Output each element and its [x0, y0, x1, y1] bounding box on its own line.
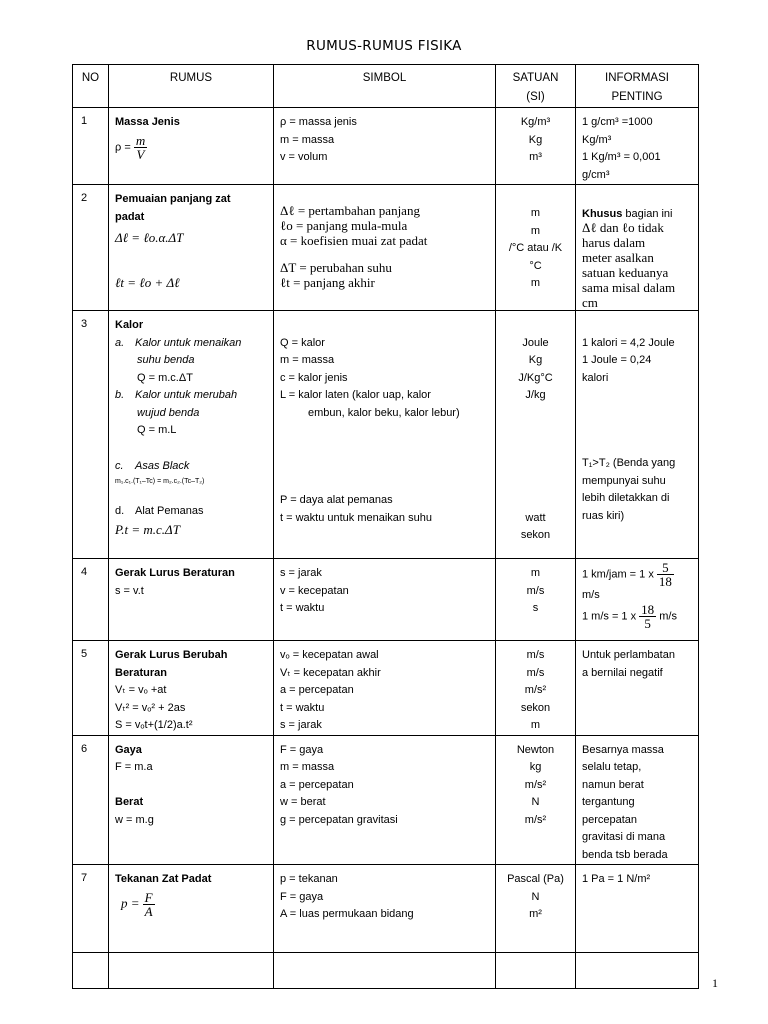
document-title: RUMUS-RUMUS FISIKA: [306, 38, 462, 54]
simbol-cell: F = gaya m = massa a = percepatan w = berat g = percepatan gravitasi: [274, 735, 496, 865]
table-row: [73, 735, 699, 865]
page-number: 1: [712, 976, 718, 990]
rumus-cell: [109, 108, 274, 185]
row-number: 7: [73, 865, 109, 953]
info-cell: Untuk perlambatan a bernilai negatif: [576, 641, 699, 736]
simbol-cell: Δℓ = pertambahan panjang ℓo = panjang mula-mula α = koefisien muai zat padat ΔT = perubahan suhu ℓt = panjang akhir: [274, 185, 496, 311]
header-satuan-line1: SATUAN: [512, 72, 559, 84]
row-number: 5: [73, 641, 109, 736]
header-simbol: SIMBOL: [274, 65, 496, 108]
fraction: $\frac{m}{V}$: [135, 132, 146, 162]
header-satuan-line2: (SI): [526, 91, 545, 103]
simbol-cell: ρ = massa jenis m = massa v = volum: [274, 108, 496, 185]
formula-title: Massa Jenis: [115, 116, 180, 128]
header-rumus: RUMUS: [109, 65, 274, 108]
satuan-cell: Kg/m³ Kg m³: [496, 108, 576, 185]
header-informasi: [576, 65, 699, 108]
formula: ℓt = ℓo + Δℓ: [115, 274, 180, 290]
info-cell: 1 km/jam = 1 x $\frac{5}{18}$ m/s 1 m/s = 1 x $\frac{18}{5}$ m/s: [576, 559, 699, 641]
row-number: 4: [73, 559, 109, 641]
table-row: [73, 311, 699, 559]
row-number: 2: [73, 185, 109, 311]
satuan-cell: Newton kg m/s² N m/s²: [496, 735, 576, 865]
satuan-cell: m m /°C atau /K °C m: [496, 185, 576, 311]
simbol-cell: s = jarak v = kecepatan t = waktu: [274, 559, 496, 641]
empty-cell: [109, 953, 274, 989]
empty-cell: [73, 953, 109, 989]
satuan-cell: m m/s s: [496, 559, 576, 641]
info-cell: Khusus bagian ini Δℓ dan ℓo tidak harus dalam meter asalkan satuan keduanya sama misal dalam cm: [576, 185, 699, 311]
info-cell: 1 g/cm³ =1000 Kg/m³ 1 Kg/m³ = 0,001 g/cm³: [576, 108, 699, 185]
formula-table: [72, 64, 699, 989]
table-header-row: [73, 65, 699, 108]
info-cell: Besarnya massa selalu tetap, namun berat tergantung percepatan gravitasi di mana benda tsb berada: [576, 735, 699, 865]
header-satuan: [496, 65, 576, 108]
fraction: $\frac{5}{18}$: [658, 560, 672, 589]
rumus-cell: Gerak Lurus Beraturan s = v.t: [109, 559, 274, 641]
fraction: $\frac{18}{5}$: [641, 602, 655, 631]
fraction: $\frac{F}{A}$: [144, 889, 153, 919]
formula: p = $\frac{F}{A}$: [121, 889, 153, 919]
table-row-empty: [73, 953, 699, 989]
formula: ρ = $\frac{m}{V}$: [115, 132, 146, 162]
rumus-cell: Pemuaian panjang zat padat Δℓ = ℓo.α.ΔT ℓt = ℓo + Δℓ: [109, 185, 274, 311]
header-info-line1: INFORMASI: [605, 72, 669, 84]
empty-cell: [576, 953, 699, 989]
table-row: [73, 185, 699, 311]
simbol-cell: vₒ = kecepatan awal Vₜ = kecepatan akhir a = percepatan t = waktu s = jarak: [274, 641, 496, 736]
table-row: [73, 865, 699, 953]
simbol-cell: Q = kalor m = massa c = kalor jenis L = kalor laten (kalor uap, kalor embun, kalor beku, kalor lebur) P = daya alat pemanas t = waktu untuk menaikan suhu: [274, 311, 496, 559]
rumus-cell: Kalor a. Kalor untuk menaikan suhu benda Q = m.c.ΔT b. Kalor untuk merubah wujud benda Q = m.L c. Asas Black m₁.c₁.(T₁–Tc) = m₂.c₂.(Tc–T₂) d. Alat Pemanas P.t = m.c.ΔT: [109, 311, 274, 559]
rumus-cell: Gerak Lurus Berubah Beraturan Vₜ = vₒ +at Vₜ² = vₒ² + 2as S = vₒt+(1/2)a.t²: [109, 641, 274, 736]
row-number: 3: [73, 311, 109, 559]
satuan-cell: Joule Kg J/Kg°C J/kg watt sekon: [496, 311, 576, 559]
simbol-cell: p = tekanan F = gaya A = luas permukaan bidang: [274, 865, 496, 953]
empty-cell: [274, 953, 496, 989]
table-row: [73, 108, 699, 185]
rumus-cell: Gaya F = m.a Berat w = m.g: [109, 735, 274, 865]
header-info-line2: PENTING: [611, 91, 663, 103]
info-cell: 1 kalori = 4,2 Joule 1 Joule = 0,24 kalori T₁>T₂ (Benda yang mempunyai suhu lebih diletakkan di ruas kiri): [576, 311, 699, 559]
table-row: [73, 559, 699, 641]
formula: Δℓ = ℓo.α.ΔT: [115, 230, 184, 245]
rumus-cell: Tekanan Zat Padat p = $\frac{F}{A}$: [109, 865, 274, 953]
satuan-cell: m/s m/s m/s² sekon m: [496, 641, 576, 736]
header-no: NO: [73, 65, 109, 108]
row-number: 1: [73, 108, 109, 185]
info-cell: 1 Pa = 1 N/m²: [576, 865, 699, 953]
table-row: [73, 641, 699, 736]
satuan-cell: Pascal (Pa) N m²: [496, 865, 576, 953]
empty-cell: [496, 953, 576, 989]
row-number: 6: [73, 735, 109, 865]
